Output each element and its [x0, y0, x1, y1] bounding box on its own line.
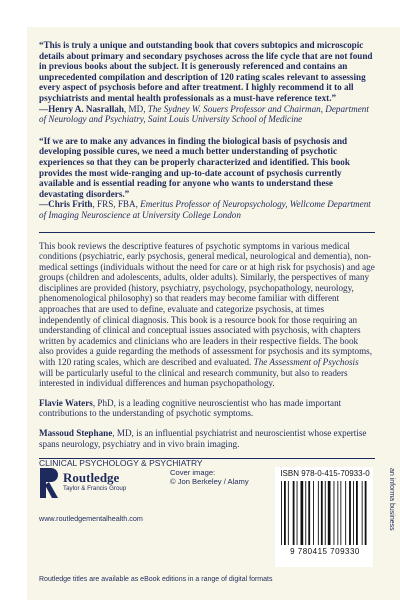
quote-credentials: , MD, — [123, 103, 148, 114]
book-title-italic: The Assessment of Psychosis — [253, 357, 359, 368]
quote-affiliation: The Sydney W. Souers Professor and Chairman, Department of Neurology and Psychiatry, Saint Louis University School of Medicine — [39, 103, 369, 125]
quote-credentials: , FRS, FBA, — [92, 199, 141, 210]
quote-author: —Henry A. Nasrallah — [39, 103, 124, 114]
cover-text — [39, 40, 375, 469]
author-name: Flavie Waters — [39, 397, 93, 408]
divider — [39, 232, 375, 233]
publisher-tagline: Taylor & Francis Group — [63, 485, 127, 492]
routledge-mark-icon — [39, 468, 59, 498]
publisher-url[interactable]: www.routledgementalhealth.com — [39, 514, 143, 523]
quote-attribution — [39, 104, 375, 125]
cover-image-credit: Cover image: © Jon Berkeley / Alamy — [170, 468, 249, 486]
top-margin — [0, 0, 400, 27]
isbn-label: ISBN 978-0-415-70933-0 — [280, 469, 370, 478]
quote-attribution — [39, 199, 375, 220]
barcode — [275, 467, 373, 567]
publisher-logo — [39, 468, 149, 516]
author-bio: Flavie Waters, PhD, is a leading cognitive neuroscientist who has made important contributions to the understanding of psychotic symptoms. — [39, 397, 342, 419]
endorsement-quote — [39, 40, 375, 125]
barcode-bars — [279, 481, 369, 545]
author-name: Massoud Stephane — [39, 428, 113, 438]
endorsement-quote — [39, 136, 375, 221]
quote-author: —Chris Frith — [39, 199, 93, 210]
left-margin — [0, 27, 27, 600]
ebook-note: Routledge titles are available as eBook editions in a range of digital formats — [39, 576, 273, 583]
book-description: This book reviews the descriptive features of psychotic symptoms in various medical conditions (psychiatric, early psychosis, general medical, neurological and dementia), non-medical settings (individuals without the need for care or at high risk for psychosis) and age groups (children and adolescents, adults, older adults). Similarly, the perspectives of many disciplines are provided (history, psychiatry, psychology, psychopathology, neurology, phenomenological philosophy) so that readers may become familiar with different approaches that are used to define, evaluate and categorize psychosis, at times independently of clinical diagnosis. This book is a resource book for those requiring an understanding of clinical and conceptual issues associated with psychosis, with chapters written by academics and clinicians who are leaders in their respective fields. The book also provides a guide regarding the methods of assessment for psychosis and its symptoms, with 120 rating scales, which are described and evaluated. The Assessment of Psychosis will be particularly useful to the clinical and research community, but also to readers interested in individual differences and human psychopathology. — [39, 240, 375, 389]
author-bio: Massoud Stephane, MD, is an influential psychiatrist and neuroscientist whose expertise spans neurology, psychiatry and in vivo brain imaging. — [39, 428, 367, 449]
subject-category: CLINICAL PSYCHOLOGY & PSYCHIATRY — [39, 458, 203, 469]
footer-divider — [39, 458, 375, 459]
publisher-name: Routledge — [63, 470, 120, 485]
quote-text: “If we are to make any advances in finding the biological basis of psychosis and developing possible cures, we need a much better understanding of psychotic experiences so that they can be properly characterized and identified. This book provides the most wide-ranging and up-to-date account of psychosis currently available and is essential reading for anyone who wants to understand these devastating disorders.” — [39, 135, 350, 199]
barcode-number: 9 780415 709330 — [290, 547, 360, 556]
informa-label: an informa business — [388, 468, 395, 531]
quote-affiliation: Emeritus Professor of Neuropsychology, Wellcome Department of Imaging Neuroscience at University College London — [39, 199, 371, 220]
quote-text: “This is truly a unique and outstanding book that covers subtopics and microscopic details about primary and secondary psychoses across the life cycle that are not found in previous books about the subject. It is generously referenced and contains an unprecedented compilation and description of 120 rating scales relevant to assessing every aspect of psychosis before and after treatment. I highly recommend it to all psychiatrists and mental health professionals as a must-have reference text.” — [39, 40, 373, 103]
